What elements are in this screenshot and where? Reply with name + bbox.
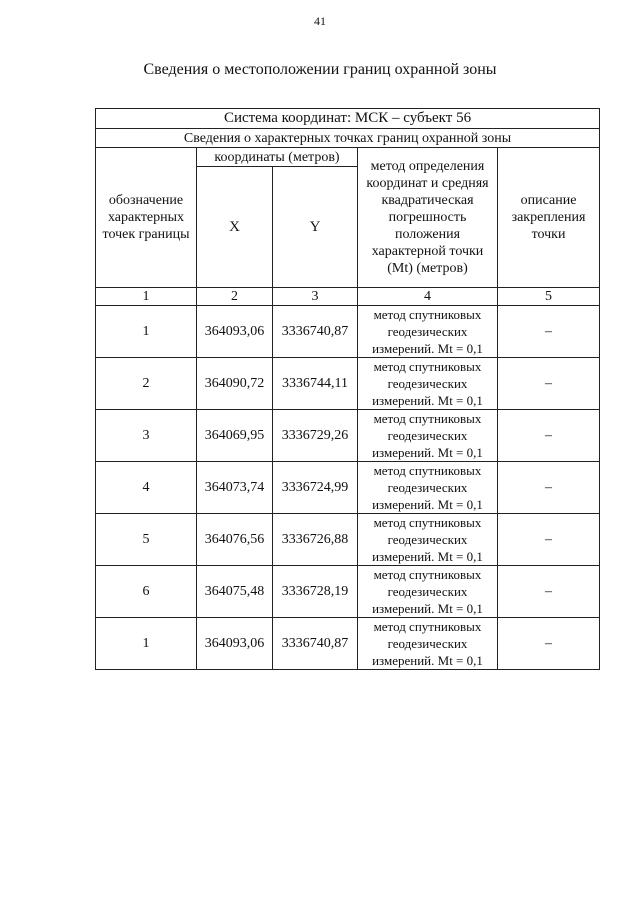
y-cell: 3336740,87 xyxy=(273,618,358,670)
method-cell: метод спутниковых геодезических измерений. Mt = 0,1 xyxy=(358,618,498,670)
description-cell: – xyxy=(498,306,600,358)
description-cell: – xyxy=(498,462,600,514)
method-cell: метод спутниковых геодезических измерений. Mt = 0,1 xyxy=(358,462,498,514)
y-cell: 3336744,11 xyxy=(273,358,358,410)
y-cell: 3336740,87 xyxy=(273,306,358,358)
method-cell: метод спутниковых геодезических измерений. Mt = 0,1 xyxy=(358,358,498,410)
column-number: 2 xyxy=(197,288,273,306)
table-row xyxy=(96,410,600,462)
column-number: 5 xyxy=(498,288,600,306)
x-cell: 364093,06 xyxy=(197,306,273,358)
header-designation: обозначение характерных точек границы xyxy=(96,148,197,288)
column-number-row xyxy=(96,288,600,306)
method-cell: метод спутниковых геодезических измерений. Mt = 0,1 xyxy=(358,514,498,566)
column-number: 4 xyxy=(358,288,498,306)
header-y: Y xyxy=(273,167,358,288)
column-number: 1 xyxy=(96,288,197,306)
header-method: метод определения координат и средняя квадратическая погрешность положения характерной точки (Mt) (метров) xyxy=(358,148,498,288)
x-cell: 364069,95 xyxy=(197,410,273,462)
y-cell: 3336726,88 xyxy=(273,514,358,566)
info-row xyxy=(96,129,600,148)
table-row xyxy=(96,618,600,670)
page-number: 41 xyxy=(314,14,326,28)
description-cell: – xyxy=(498,566,600,618)
x-cell: 364073,74 xyxy=(197,462,273,514)
table-row xyxy=(96,358,600,410)
x-cell: 364075,48 xyxy=(197,566,273,618)
x-cell: 364093,06 xyxy=(197,618,273,670)
x-cell: 364076,56 xyxy=(197,514,273,566)
boundary-points-table xyxy=(95,108,600,670)
y-cell: 3336724,99 xyxy=(273,462,358,514)
header-description: описание закрепления точки xyxy=(498,148,600,288)
description-cell: – xyxy=(498,618,600,670)
y-cell: 3336729,26 xyxy=(273,410,358,462)
column-number: 3 xyxy=(273,288,358,306)
header-row xyxy=(96,148,600,167)
header-x: X xyxy=(197,167,273,288)
table-row xyxy=(96,462,600,514)
table-row xyxy=(96,514,600,566)
table-row xyxy=(96,566,600,618)
coordinate-system-cell: Система координат: МСК – субъект 56 xyxy=(96,109,600,129)
point-cell: 4 xyxy=(96,462,197,514)
method-cell: метод спутниковых геодезических измерений. Mt = 0,1 xyxy=(358,410,498,462)
document-title: Сведения о местоположении границ охранной зоны xyxy=(143,61,497,78)
description-cell: – xyxy=(498,410,600,462)
point-cell: 3 xyxy=(96,410,197,462)
y-cell: 3336728,19 xyxy=(273,566,358,618)
header-coordinates: координаты (метров) xyxy=(197,148,358,167)
description-cell: – xyxy=(498,514,600,566)
info-cell: Сведения о характерных точках границ охранной зоны xyxy=(96,129,600,148)
description-cell: – xyxy=(498,358,600,410)
point-cell: 2 xyxy=(96,358,197,410)
x-cell: 364090,72 xyxy=(197,358,273,410)
method-cell: метод спутниковых геодезических измерений. Mt = 0,1 xyxy=(358,306,498,358)
point-cell: 1 xyxy=(96,618,197,670)
table-row xyxy=(96,306,600,358)
point-cell: 6 xyxy=(96,566,197,618)
point-cell: 1 xyxy=(96,306,197,358)
method-cell: метод спутниковых геодезических измерений. Mt = 0,1 xyxy=(358,566,498,618)
point-cell: 5 xyxy=(96,514,197,566)
coordinate-system-row xyxy=(96,109,600,129)
